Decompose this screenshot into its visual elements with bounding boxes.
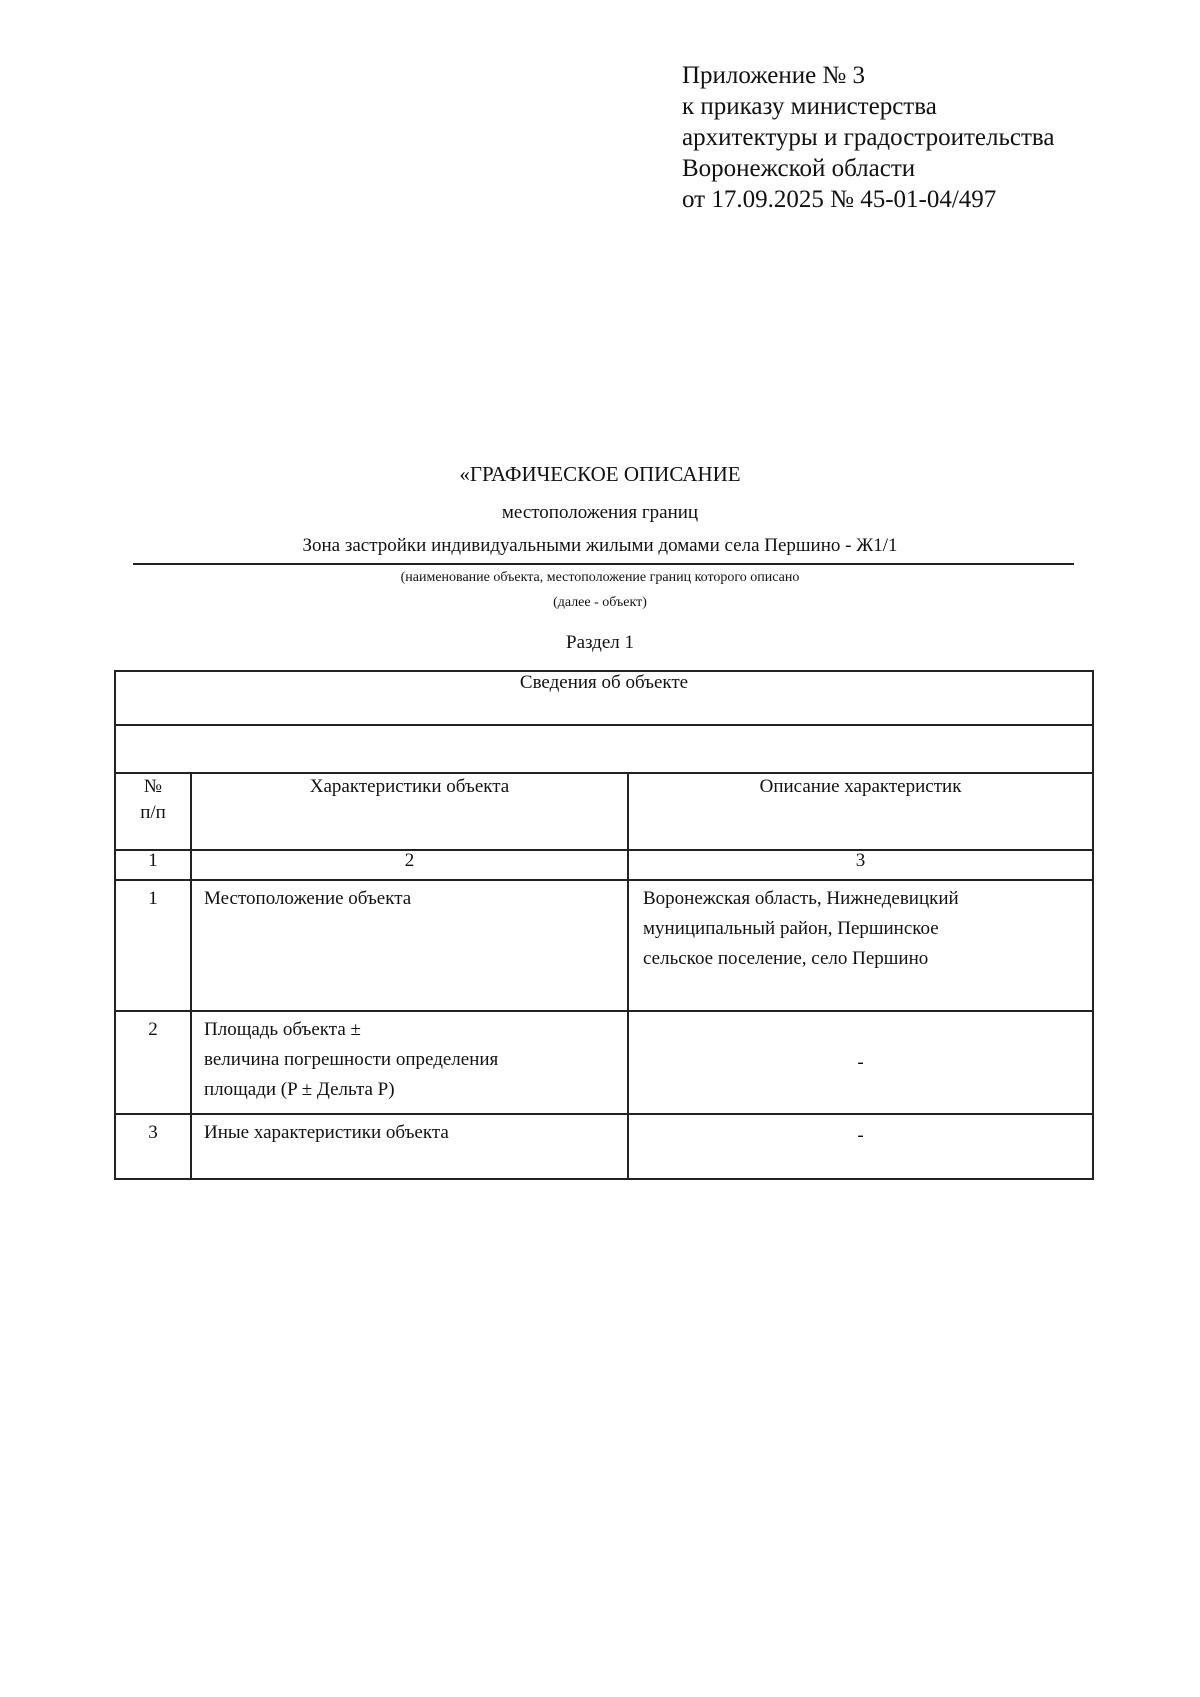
appendix-line: Воронежской области bbox=[682, 155, 916, 182]
empty-cell bbox=[115, 725, 1093, 773]
section-label: Раздел 1 bbox=[566, 632, 634, 653]
appendix-line: Приложение № 3 bbox=[682, 62, 866, 89]
table-row bbox=[115, 880, 1093, 1011]
table-heading: Сведения об объекте bbox=[115, 671, 1093, 725]
characteristic-line: площади (P ± Дельта P) bbox=[204, 1079, 395, 1100]
row-characteristic bbox=[191, 1114, 628, 1179]
row-description bbox=[628, 880, 1093, 1011]
table-column-number-row bbox=[115, 850, 1093, 880]
characteristic-line: Иные характеристики объекта bbox=[204, 1122, 449, 1143]
appendix-line: от 17.09.2025 № 45-01-04/497 bbox=[682, 186, 997, 213]
column-header-number-line: п/п bbox=[140, 802, 166, 823]
description-line: муниципальный район, Першинское bbox=[643, 918, 939, 939]
appendix-line: архитектуры и градостроительства bbox=[682, 124, 1055, 151]
description-line: Воронежская область, Нижнедевицкий bbox=[643, 888, 959, 909]
object-name: Зона застройки индивидуальными жилыми домами села Першино - Ж1/1 bbox=[302, 535, 898, 556]
column-number: 2 bbox=[191, 850, 628, 880]
characteristic-line: Площадь объекта ± bbox=[204, 1019, 361, 1040]
table-heading-row bbox=[115, 671, 1093, 725]
appendix-block bbox=[682, 60, 1152, 215]
characteristic-line: Местоположение объекта bbox=[204, 888, 412, 909]
object-name-underline bbox=[133, 563, 1074, 565]
column-number: 1 bbox=[115, 850, 191, 880]
object-name-note: (наименование объекта, местоположение границ которого описано bbox=[400, 570, 800, 585]
document-title: «ГРАФИЧЕСКОЕ ОПИСАНИЕ bbox=[459, 462, 741, 486]
description-line: сельское поселение, село Першино bbox=[643, 948, 929, 969]
row-number: 1 bbox=[115, 880, 191, 1011]
row-number: 2 bbox=[115, 1011, 191, 1114]
table-column-header-row bbox=[115, 773, 1093, 850]
table-row bbox=[115, 1114, 1093, 1179]
object-name-note-continued: (далее - объект) bbox=[553, 595, 647, 610]
column-header-characteristics: Характеристики объекта bbox=[191, 773, 628, 850]
column-header-number bbox=[115, 773, 191, 850]
column-header-number-line: № bbox=[143, 776, 163, 797]
row-description: - bbox=[628, 1011, 1093, 1114]
column-header-description: Описание характеристик bbox=[628, 773, 1093, 850]
table-row bbox=[115, 1011, 1093, 1114]
characteristic-line: величина погрешности определения bbox=[204, 1049, 499, 1070]
object-info-table bbox=[114, 670, 1094, 1180]
appendix-line: к приказу министерства bbox=[682, 93, 937, 120]
row-description: - bbox=[628, 1114, 1093, 1179]
table-empty-row bbox=[115, 725, 1093, 773]
column-number: 3 bbox=[628, 850, 1093, 880]
row-characteristic bbox=[191, 1011, 628, 1114]
row-characteristic bbox=[191, 880, 628, 1011]
row-number: 3 bbox=[115, 1114, 191, 1179]
document-subtitle: местоположения границ bbox=[501, 502, 699, 523]
